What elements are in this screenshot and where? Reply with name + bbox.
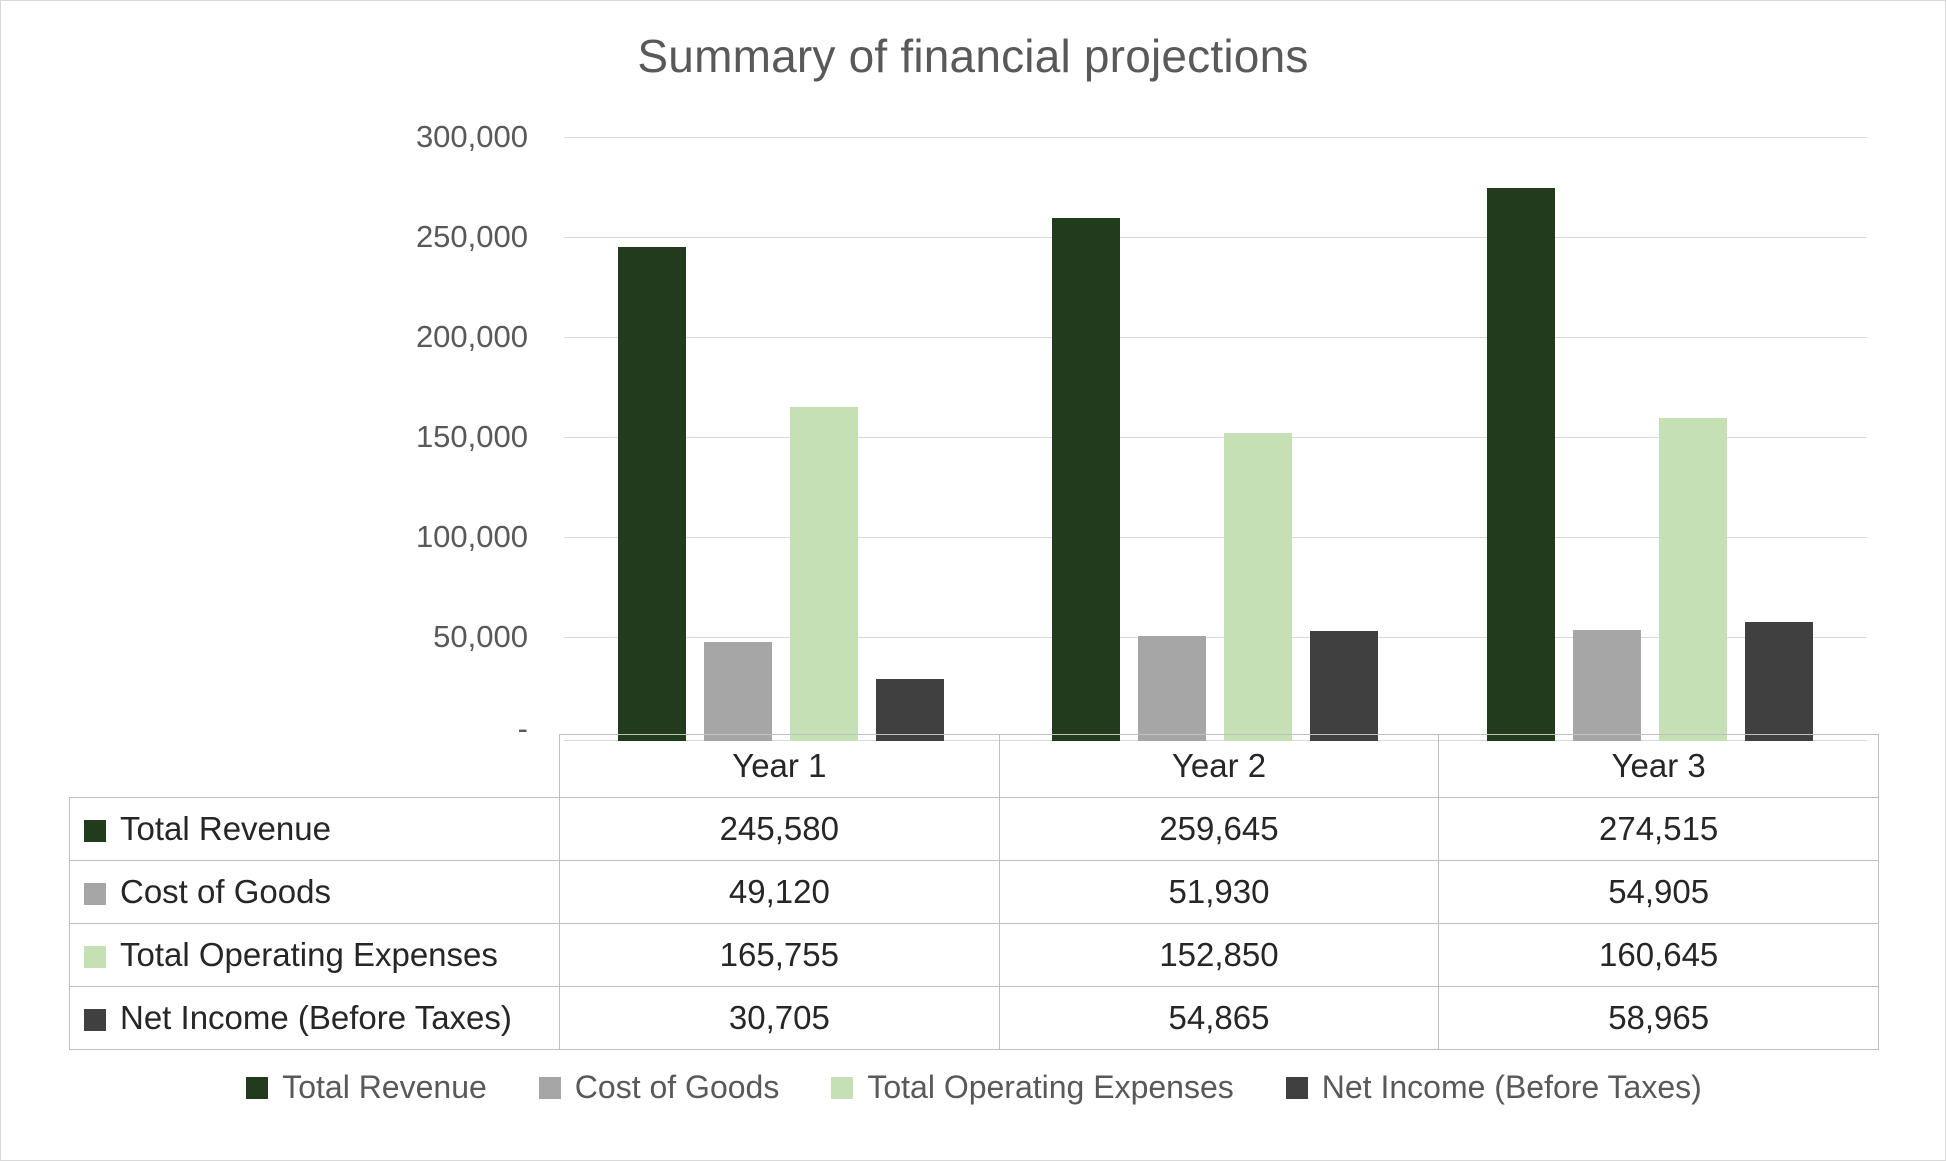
bar-total-revenue[interactable] — [1052, 218, 1120, 741]
bar-group-year-2 — [998, 131, 1432, 741]
cell-total-revenue-year-3: 274,515 — [1439, 798, 1879, 861]
legend-swatch-total-operating-expenses — [831, 1077, 853, 1099]
y-tick-label: - — [517, 711, 528, 746]
series-swatch-total-revenue — [84, 820, 106, 842]
y-axis — [341, 119, 546, 746]
bar-net-income[interactable] — [1745, 622, 1813, 741]
y-tick-label: 100,000 — [415, 519, 528, 554]
table-row — [70, 987, 1879, 1050]
table-corner-cell — [70, 735, 560, 798]
grid-area — [564, 131, 1867, 741]
column-header-year-1: Year 1 — [560, 735, 1000, 798]
cell-cost-of-goods-year-1: 49,120 — [560, 861, 1000, 924]
cell-total-revenue-year-2: 259,645 — [999, 798, 1439, 861]
cell-net-income-year-1: 30,705 — [560, 987, 1000, 1050]
bar-cost-of-goods[interactable] — [1573, 630, 1641, 741]
row-label: Net Income (Before Taxes) — [120, 999, 512, 1036]
legend-label: Total Revenue — [282, 1069, 487, 1105]
series-swatch-net-income — [84, 1009, 106, 1031]
bar-total-revenue[interactable] — [618, 247, 686, 741]
table-row — [70, 861, 1879, 924]
data-table — [69, 734, 1879, 1050]
row-header-cost-of-goods — [70, 861, 560, 924]
series-swatch-total-operating-expenses — [84, 946, 106, 968]
y-tick-label: 150,000 — [415, 419, 528, 454]
cell-total-operating-expenses-year-3: 160,645 — [1439, 924, 1879, 987]
bar-cost-of-goods[interactable] — [1138, 636, 1206, 741]
legend-item-total-revenue[interactable] — [246, 1069, 487, 1106]
series-swatch-cost-of-goods — [84, 883, 106, 905]
row-label: Total Operating Expenses — [120, 936, 498, 973]
legend-item-total-operating-expenses[interactable] — [831, 1069, 1233, 1106]
bar-total-operating-expenses[interactable] — [1224, 433, 1292, 741]
cell-net-income-year-3: 58,965 — [1439, 987, 1879, 1050]
table-row — [70, 924, 1879, 987]
row-header-total-revenue — [70, 798, 560, 861]
table-row — [70, 798, 1879, 861]
legend-label: Cost of Goods — [574, 1069, 780, 1105]
legend-label: Total Operating Expenses — [867, 1069, 1234, 1105]
chart-title: Summary of financial projections — [637, 30, 1309, 82]
y-tick-label: 200,000 — [415, 319, 528, 354]
bar-groups — [564, 131, 1867, 741]
cell-total-operating-expenses-year-1: 165,755 — [560, 924, 1000, 987]
row-label: Total Revenue — [120, 810, 331, 847]
legend-item-cost-of-goods[interactable] — [539, 1069, 780, 1106]
row-header-net-income — [70, 987, 560, 1050]
chart-legend — [1, 1069, 1946, 1106]
column-header-year-3: Year 3 — [1439, 735, 1879, 798]
bar-cost-of-goods[interactable] — [704, 642, 772, 741]
y-tick-label: 250,000 — [415, 219, 528, 254]
legend-label: Net Income (Before Taxes) — [1321, 1069, 1702, 1105]
table-header-row — [70, 735, 1879, 798]
bar-total-revenue[interactable] — [1487, 188, 1555, 741]
bar-net-income[interactable] — [1310, 631, 1378, 741]
plot-area — [1, 119, 1946, 746]
y-tick-label: 300,000 — [415, 119, 528, 154]
bar-total-operating-expenses[interactable] — [1659, 418, 1727, 741]
cell-total-revenue-year-1: 245,580 — [560, 798, 1000, 861]
column-header-year-2: Year 2 — [999, 735, 1439, 798]
cell-cost-of-goods-year-3: 54,905 — [1439, 861, 1879, 924]
row-label: Cost of Goods — [120, 873, 331, 910]
legend-swatch-net-income — [1286, 1077, 1308, 1099]
bar-group-year-1 — [564, 131, 998, 741]
bar-group-year-3 — [1433, 131, 1867, 741]
bar-total-operating-expenses[interactable] — [790, 407, 858, 741]
cell-net-income-year-2: 54,865 — [999, 987, 1439, 1050]
legend-item-net-income[interactable] — [1286, 1069, 1702, 1106]
cell-cost-of-goods-year-2: 51,930 — [999, 861, 1439, 924]
legend-swatch-cost-of-goods — [539, 1077, 561, 1099]
legend-swatch-total-revenue — [246, 1077, 268, 1099]
y-tick-label: 50,000 — [433, 619, 528, 654]
bar-net-income[interactable] — [876, 679, 944, 741]
cell-total-operating-expenses-year-2: 152,850 — [999, 924, 1439, 987]
row-header-total-operating-expenses — [70, 924, 560, 987]
